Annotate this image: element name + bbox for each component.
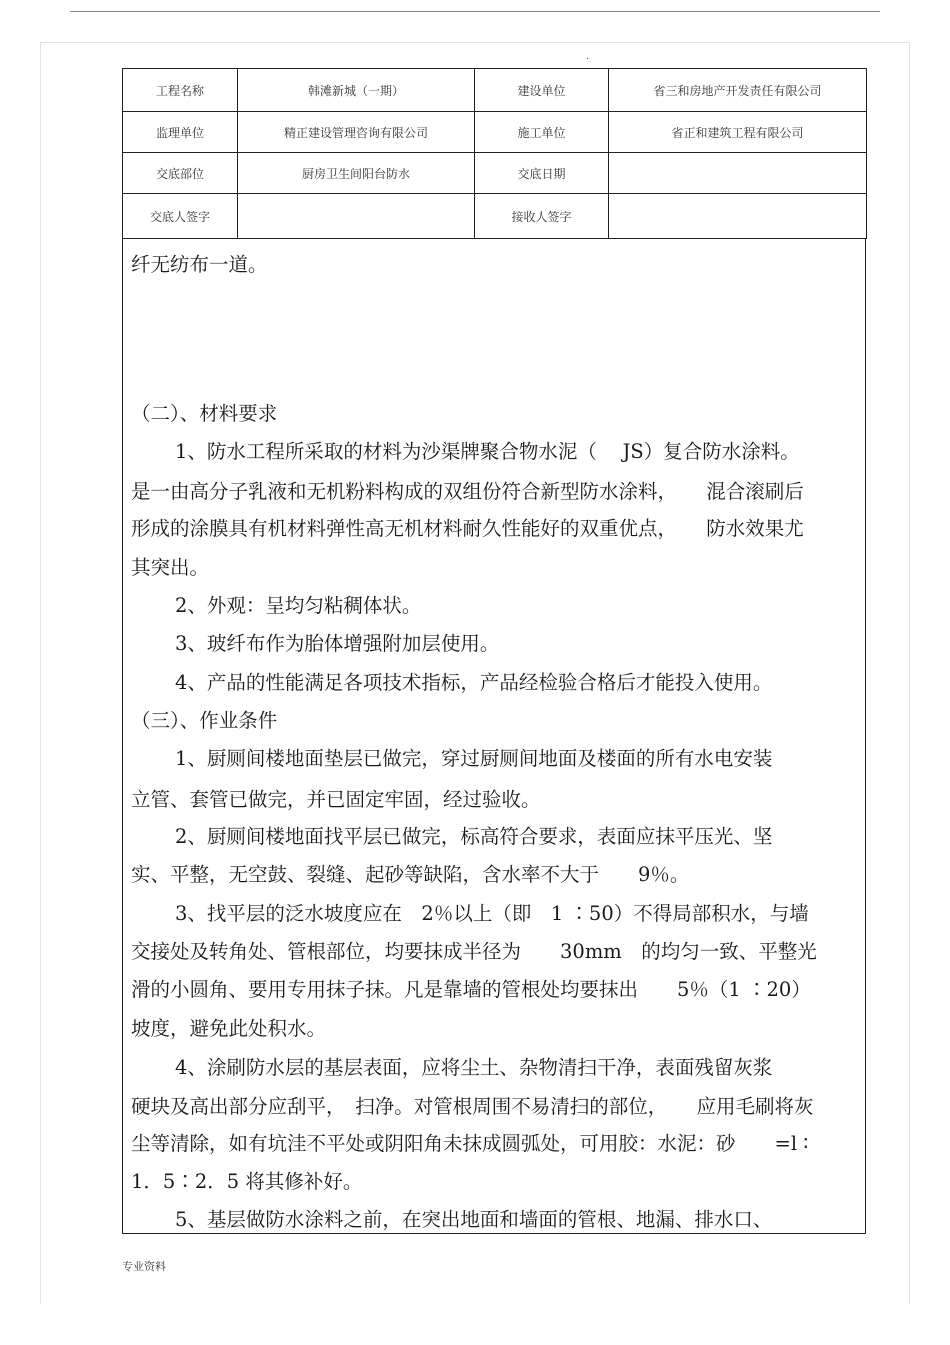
text-line: 是一由高分子乳液和无机粉料构成的双组份符合新型防水涂料， 混合滚刷后 [131,480,804,503]
text-line: 交接处及转角处、管根部位，均要抹成半径为 30mm 的均匀一致、平整光 [131,940,817,963]
text-line: 5、基层做防水涂料之前，在突出地面和墙面的管根、地漏、排水口、 [175,1208,773,1231]
receiver-sign-label: 接收人签字 [475,194,609,239]
text-line: 2、厨厕间楼地面找平层已做完，标高符合要求，表面应抹平压光、坚 [175,825,773,848]
text-line: 坡度，避免此处积水。 [131,1017,327,1040]
receiver-sign-value [609,194,867,239]
part-label: 交底部位 [123,153,238,194]
text-line: 实、平整，无空鼓、裂缝、起砂等缺陷，含水率不大于 9％。 [131,863,690,886]
table-row [123,194,867,239]
builder-value: 省三和房地产开发责任有限公司 [609,69,867,112]
text-line: 尘等清除，如有坑洼不平处或阴阳角未抹成圆弧处，可用胶：水泥：砂 =l ∶ [131,1132,809,1155]
text-line: 形成的涂膜具有机材料弹性高无机材料耐久性能好的双重优点， 防水效果尤 [131,517,804,540]
text-line: 立管、套管已做完，并已固定牢固，经过验收。 [131,788,541,811]
text-line: 滑的小圆角、要用专用抹子抹。凡是靠墙的管根处均要抹出 5％（1 ∶20） [131,978,811,1001]
text-line: 2、外观：呈均匀粘稠体状。 [175,594,422,617]
date-label: 交底日期 [475,153,609,194]
supervisor-value: 精正建设管理咨询有限公司 [238,112,475,153]
disclosure-content-box [122,239,866,1234]
discloser-sign-label: 交底人签字 [123,194,238,239]
part-value: 厨房卫生间阳台防水 [238,153,475,194]
table-row [123,112,867,153]
builder-label: 建设单位 [475,69,609,112]
text-line: 4、涂刷防水层的基层表面，应将尘土、杂物清扫干净，表面残留灰浆 [175,1056,773,1079]
text-line: 1．5∶2．5 将其修补好。 [131,1170,363,1193]
text-line: 1、防水工程所采取的材料为沙渠牌聚合物水泥（ JS）复合防水涂料。 [175,440,800,463]
supervisor-label: 监理单位 [123,112,238,153]
table-row [123,153,867,194]
text-line: 4、产品的性能满足各项技术指标，产品经检验合格后才能投入使用。 [175,671,773,694]
header-mark: . [586,52,589,62]
text-line: 3、玻纤布作为胎体增强附加层使用。 [175,632,500,655]
discloser-sign-value [238,194,475,239]
text-line: 纤无纺布一道。 [131,253,268,276]
contractor-value: 省正和建筑工程有限公司 [609,112,867,153]
section-heading-materials: （二）、材料要求 [131,402,278,425]
section-heading-conditions: （三）、作业条件 [131,709,278,732]
text-line: 1、厨厕间楼地面垫层已做完，穿过厨厕间地面及楼面的所有水电安装 [175,747,773,770]
project-name-label: 工程名称 [123,69,238,112]
table-row [123,69,867,112]
footer-label: 专业资料 [122,1260,166,1273]
project-name-value: 韩滩新城（一期） [238,69,475,112]
text-line: 硬块及高出部分应刮平， 扫净。对管根周围不易清扫的部位， 应用毛刷将灰 [131,1095,814,1118]
date-value [609,153,867,194]
text-line: 3、找平层的泛水坡度应在 2％以上（即 1 ∶50）不得局部积水，与墙 [175,902,809,925]
contractor-label: 施工单位 [475,112,609,153]
text-line: 其突出。 [131,556,210,579]
disclosure-info-table [122,68,867,239]
top-rule [70,11,880,12]
